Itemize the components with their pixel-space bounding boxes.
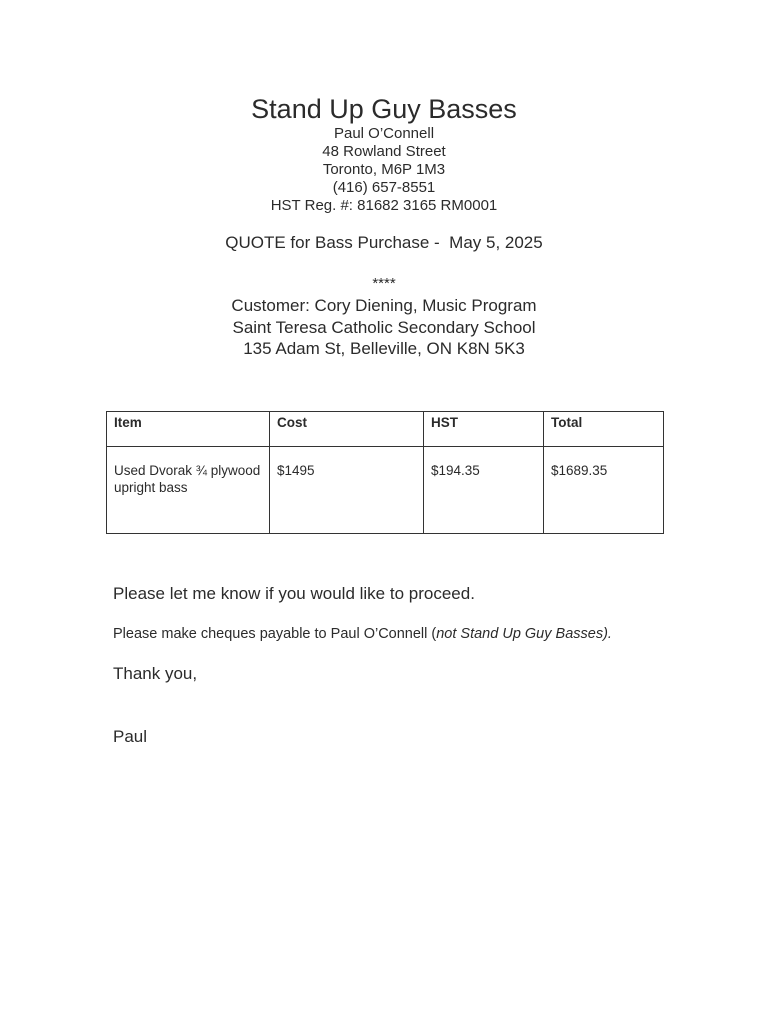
customer-name: Customer: Cory Diening, Music Program xyxy=(231,296,537,315)
quote-table xyxy=(106,411,664,534)
cell-hst: $194.35 xyxy=(424,447,544,534)
owner-name: Paul O’Connell xyxy=(333,125,435,142)
cell-item: Used Dvorak ¾ plywood upright bass xyxy=(107,447,270,534)
proceed-request: Please let me know if you would like to proceed. xyxy=(113,584,475,603)
column-header-hst: HST xyxy=(424,412,544,447)
column-header-total: Total xyxy=(544,412,664,447)
cheque-instructions xyxy=(113,625,612,643)
separator: **** xyxy=(372,275,396,292)
signature: Paul xyxy=(113,727,148,746)
column-header-item: Item xyxy=(107,412,270,447)
city-postal: Toronto, M6P 1M3 xyxy=(322,161,446,178)
thank-you: Thank you, xyxy=(113,664,198,683)
column-header-cost: Cost xyxy=(270,412,424,447)
cheque-instructions-text: Please make cheques payable to Paul O’Connell ( xyxy=(113,626,437,642)
hst-registration: HST Reg. #: 81682 3165 RM0001 xyxy=(270,197,498,214)
table-header-row xyxy=(107,412,664,447)
cell-total: $1689.35 xyxy=(544,447,664,534)
table-row xyxy=(107,447,664,534)
cheque-instructions-emphasis: not Stand Up Guy Basses). xyxy=(436,626,612,642)
cell-cost: $1495 xyxy=(270,447,424,534)
customer-school: Saint Teresa Catholic Secondary School xyxy=(232,318,536,337)
street-address: 48 Rowland Street xyxy=(322,143,446,160)
business-name: Stand Up Guy Basses xyxy=(251,94,517,124)
quote-heading: QUOTE for Bass Purchase - May 5, 2025 xyxy=(225,233,543,252)
customer-address: 135 Adam St, Belleville, ON K8N 5K3 xyxy=(243,339,525,358)
phone-number: (416) 657-8551 xyxy=(332,179,436,196)
